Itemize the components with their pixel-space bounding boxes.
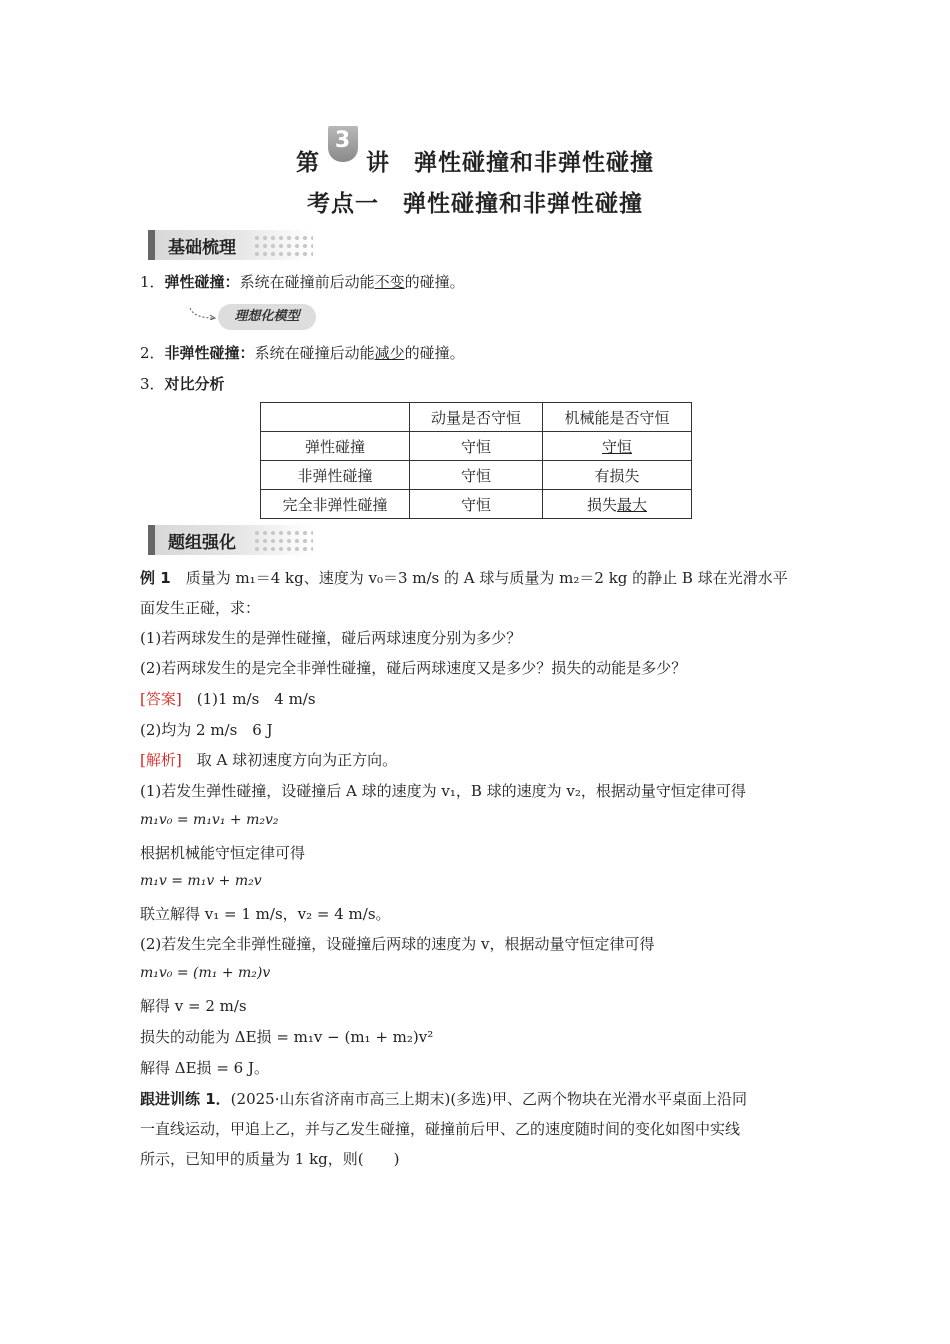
analysis-paragraph: 联立解得 v₁ = 1 m/s，v₂ = 4 m/s。 [140, 905, 391, 923]
follow-up-text: (2025·山东省济南市高三上期末)(多选)甲、乙两个物块在光滑水平桌面上沿同 [230, 1090, 748, 1108]
item-number: 3． [140, 375, 165, 393]
comparison-table [260, 402, 692, 519]
table-cell: 守恒 [410, 432, 543, 461]
item-text: 的碰撞。 [404, 273, 465, 291]
title-suffix: 讲 弹性碰撞和非弹性碰撞 [366, 150, 654, 176]
table-row [261, 432, 692, 461]
table-cell: 弹性碰撞 [261, 432, 410, 461]
example-line-2: 面发生正碰，求： [140, 599, 261, 617]
table-header-cell: 动量是否守恒 [410, 403, 543, 432]
lecture-number-badge [326, 128, 360, 174]
analysis-paragraph: 损失的动能为 ΔE损 = m₁v − (m₁ + m₂)v² [140, 1028, 434, 1046]
lecture-number: 3 [334, 128, 352, 153]
item-text: 系统在碰撞后动能 [254, 344, 375, 362]
section-header-practice-label: 题组强化 [168, 533, 236, 553]
fill-blank: 最大 [617, 495, 648, 514]
example-question-2: (2)若两球发生的是完全非弹性碰撞，碰后两球速度又是多少？损失的动能是多少？ [140, 659, 687, 677]
lecture-title [0, 128, 950, 177]
table-cell [543, 490, 692, 519]
analysis-paragraph: 解得 ΔE损 = 6 J。 [140, 1059, 269, 1077]
table-cell: 守恒 [410, 490, 543, 519]
example-label: 例 1 [140, 569, 171, 587]
analysis-paragraph: (2)若发生完全非弹性碰撞，设碰撞后两球的速度为 v，根据动量守恒定律可得 [140, 935, 655, 953]
ideal-model-tag: 理想化模型 [218, 304, 316, 330]
follow-up-line-3: 所示，已知甲的质量为 1 kg，则( ) [140, 1150, 400, 1168]
follow-up-line-1 [140, 1088, 747, 1109]
cell-text: 损失 [586, 495, 617, 514]
equation: m₁v = m₁v + m₂v [140, 873, 262, 889]
example-question-1: (1)若两球发生的是弹性碰撞，碰后两球速度分别为多少？ [140, 629, 522, 647]
table-row [261, 490, 692, 519]
table-header-row [261, 403, 692, 432]
item-term: 非弹性碰撞： [164, 344, 255, 362]
answer-line-1 [140, 688, 316, 709]
item-term: 弹性碰撞： [164, 273, 240, 291]
table-cell: 非弹性碰撞 [261, 461, 410, 490]
equation: m₁v₀ = m₁v₁ + m₂v₂ [140, 812, 279, 828]
item-inelastic [140, 342, 465, 363]
analysis-label: [解析] [140, 751, 182, 769]
item-number: 1． [140, 273, 165, 291]
item-text: 系统在碰撞前后动能 [239, 273, 375, 291]
table-cell: 有损失 [543, 461, 692, 490]
topic-title: 考点一 弹性碰撞和非弹性碰撞 [307, 191, 643, 217]
analysis-intro [140, 749, 397, 770]
item-text: 的碰撞。 [404, 344, 465, 362]
follow-up-label: 跟进训练 1． [140, 1090, 231, 1108]
item-comparison [140, 373, 225, 394]
table-cell [543, 432, 692, 461]
analysis-text: 取 A 球初速度方向为正方向。 [196, 751, 398, 769]
table-row [261, 461, 692, 490]
example-text: 质量为 m₁＝4 kg、速度为 v₀＝3 m/s 的 A 球与质量为 m₂＝2 kg 的静止 B 球在光滑水平 [185, 569, 788, 587]
connector-arrow-icon [188, 306, 218, 320]
fill-blank: 守恒 [601, 437, 632, 456]
fill-blank: 不变 [374, 273, 405, 291]
section-header-practice [148, 525, 313, 555]
answer-line-2: (2)均为 2 m/s 6 J [140, 721, 273, 739]
answer-label: [答案] [140, 690, 182, 708]
answer-text: (1)1 m/s 4 m/s [196, 690, 316, 708]
table-header-cell [261, 403, 410, 432]
section-header-basics-label: 基础梳理 [168, 238, 236, 258]
item-number: 2． [140, 344, 165, 362]
fill-blank: 减少 [374, 344, 405, 362]
item-elastic [140, 271, 465, 292]
follow-up-line-2: 一直线运动，甲追上乙，并与乙发生碰撞，碰撞前后甲、乙的速度随时间的变化如图中实线 [140, 1120, 741, 1138]
table-cell: 完全非弹性碰撞 [261, 490, 410, 519]
table-header-cell: 机械能是否守恒 [543, 403, 692, 432]
analysis-paragraph: 解得 v = 2 m/s [140, 997, 247, 1015]
analysis-paragraph: 根据机械能守恒定律可得 [140, 844, 306, 862]
example-line-1 [140, 567, 788, 588]
item-term: 对比分析 [164, 375, 225, 393]
title-prefix: 第 [296, 150, 320, 176]
equation: m₁v₀ = (m₁ + m₂)v [140, 965, 271, 981]
table-cell: 守恒 [410, 461, 543, 490]
analysis-paragraph: (1)若发生弹性碰撞，设碰撞后 A 球的速度为 v₁，B 球的速度为 v₂，根据动量守恒定律可得 [140, 782, 746, 800]
section-header-basics [148, 230, 313, 260]
